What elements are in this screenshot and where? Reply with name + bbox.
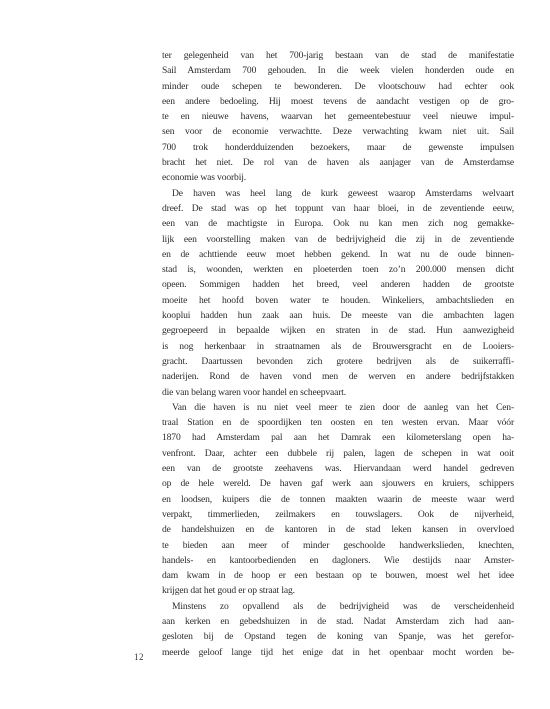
paragraph — [162, 186, 514, 400]
paragraph — [162, 599, 514, 660]
text-line: handels- en kantoorbedienden en dagloners. Wie destijds naar Amster- — [162, 554, 514, 566]
text-line: opeen. Sommigen hadden het breed, veel anderen hadden de grootste — [162, 279, 514, 291]
text-line: minder oude schepen te bewonderen. De vlootschouw had echter ook — [162, 80, 514, 92]
text-line: meerde geloof lange tijd het enige dat in het openbaar mocht worden be- — [162, 646, 514, 658]
page-number: 12 — [134, 652, 144, 662]
text-line: 700 trok honderdduizenden bezoekers, maar de gewenste impulsen — [162, 141, 514, 153]
text-line: Minstens zo opvallend als de bedrijvigheid was de verscheidenheid — [172, 600, 514, 612]
paragraph — [162, 400, 514, 599]
text-line: gesloten bij de Opstand tegen de koning van Spanje, was het gerefor- — [162, 631, 514, 643]
text-line: een van de machtigste in Europa. Ook nu kan men zich nog gemakke- — [162, 218, 514, 230]
text-line: Van die haven is nu niet veel meer te zien door de aanleg van het Cen- — [172, 401, 514, 413]
text-line: aan kerken en gebedshuizen in de stad. Nadat Amsterdam zich had aan- — [162, 615, 514, 627]
text-line: sen voor de economie verwachtte. Deze verwachting kwam niet uit. Sail — [162, 126, 514, 138]
text-line: een van de grootste zeehavens was. Hiervandaan werd handel gedreven — [162, 463, 514, 475]
text-line: bracht het niet. De rol van de haven als aanjager van de Amsterdamse — [162, 157, 514, 169]
text-line: verpakt, timmerlieden, zeilmakers en touwslagers. Ook de nijverheid, — [162, 508, 514, 520]
text-line: te bieden aan meer of minder geschoolde handwerkslieden, knechten, — [162, 539, 514, 551]
text-line: ter gelegenheid van het 700-jarig bestaan van de stad de manifestatie — [162, 50, 514, 61]
text-line: venfront. Daar, achter een dubbele rij palen, lagen de schepen in wat ooit — [162, 447, 514, 459]
text-line: op de hele wereld. De haven gaf werk aan sjouwers en kruiers, schippers — [162, 478, 514, 490]
text-line: die van belang waren voor handel en scheepvaart. — [162, 386, 347, 398]
body-text — [162, 48, 514, 660]
text-line: en loodsen, kuipers die de tonnen maakten waarin de meeste waar werd — [162, 493, 514, 505]
text-line: traal Station en de spoordijken ten oosten en ten westen ervan. Maar vóór — [162, 417, 514, 429]
text-line: is nog herkenbaar in straatnamen als de Brouwersgracht en de Looiers- — [162, 340, 514, 352]
text-line: een andere bedoeling. Hij moest tevens de aandacht vestigen op de gro- — [162, 95, 514, 107]
text-line: krijgen dat het goud er op straat lag. — [162, 585, 295, 597]
paragraph — [162, 48, 514, 186]
text-line: 1870 had Amsterdam pal aan het Damrak een kilometerslang open ha- — [162, 432, 514, 444]
text-line: economie was voorbij. — [162, 172, 246, 184]
text-line: lijk een voorstelling maken van de bedrijvigheid die zij in de zeventiende — [162, 233, 514, 245]
text-line: moeite het hoofd boven water te houden. Winkeliers, ambachtslieden en — [162, 294, 514, 306]
text-line: naderijen. Rond de haven vond men de werven en andere bedrijfstakken — [162, 371, 514, 383]
text-line: dam kwam in de hoop er een bestaan op te bouwen, moest wel het idee — [162, 570, 514, 582]
text-line: en de achttiende eeuw moet hebben gekend. In wat nu de oude binnen- — [162, 248, 514, 260]
text-line: de handelshuizen en de kantoren in de stad leken kansen in overvloed — [162, 524, 514, 536]
text-line: te en nieuwe havens, waarvan het gemeentebestuur veel nieuwe impul- — [162, 111, 514, 123]
text-line: Sail Amsterdam 700 gehouden. In die week vielen honderden oude en — [162, 65, 514, 77]
text-line: dreef. De stad was op het toppunt van haar bloei, in de zeventiende eeuw, — [162, 202, 514, 214]
text-line: kooplui hadden hun zaak aan huis. De meeste van die ambachten lagen — [162, 310, 514, 322]
text-line: gegroepeerd in bepaalde wijken en straten in de stad. Hun aanwezigheid — [162, 325, 514, 337]
text-line: gracht. Daartussen bevonden zich grotere bedrijven als de suikerraffi- — [162, 355, 514, 367]
text-line: De haven was heel lang de kurk geweest waarop Amsterdams welvaart — [172, 187, 514, 199]
text-line: stad is, woonden, werkten en ploeterden toen zo’n 200.000 mensen dicht — [162, 264, 514, 276]
